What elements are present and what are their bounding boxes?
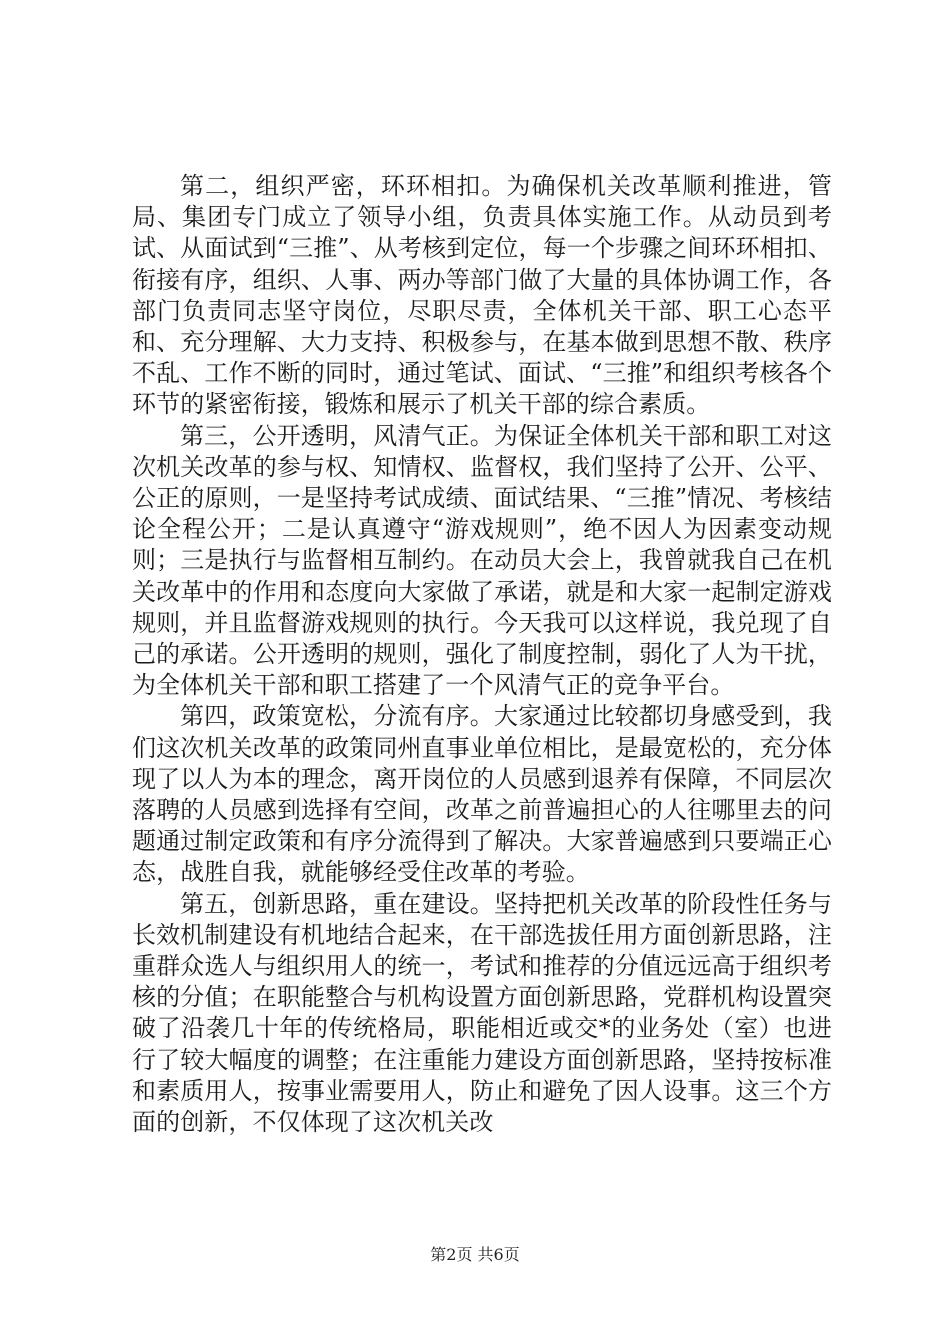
paragraph-fourth-point: 第四，政策宽松，分流有序。大家通过比较都切身感受到，我们这次机关改革的政策同州直事业单位相比，是最宽松的，充分体现了以人为本的理念，离开岗位的人员感到退养有保障，不同层次落聘的人员感到选择有空间，改革之前普遍担心的人往哪里去的问题通过制定政策和有序分流得到了解决。大家普遍感到只要端正心态，战胜自我，就能够经受住改革的考验。 — [132, 702, 832, 887]
page-number-footer: 第2页 共6页 — [430, 1245, 520, 1264]
paragraph-third-point: 第三，公开透明，风清气正。为保证全体机关干部和职工对这次机关改革的参与权、知情权、监督权，我们坚持了公开、公平、公正的原则，一是坚持考试成绩、面试结果、“三推”情况、考核结论全程公开；二是认真遵守“游戏规则”，绝不因人为因素变动规则；三是执行与监督相互制约。在动员大会上，我曾就我自己在机关改革中的作用和态度向大家做了承诺，就是和大家一起制定游戏规则，并且监督游戏规则的执行。今天我可以这样说，我兑现了自己的承诺。公开透明的规则，强化了制度控制，弱化了人为干扰，为全体机关干部和职工搭建了一个风清气正的竞争平台。 — [132, 421, 832, 700]
paragraph-fifth-point: 第五，创新思路，重在建设。坚持把机关改革的阶段性任务与长效机制建设有机地结合起来，在干部选拔任用方面创新思路，注重群众选人与组织用人的统一，考试和推荐的分值远远高于组织考核的分值；在职能整合与机构设置方面创新思路，党群机构设置突破了沿袭几十年的传统格局，职能相近或交*的业务处（室）也进行了较大幅度的调整；在注重能力建设方面创新思路，坚持按标准和素质用人，按事业需要用人，防止和避免了因人设事。这三个方面的创新，不仅体现了这次机关改 — [132, 889, 832, 1137]
document-body — [132, 171, 832, 1138]
paragraph-second-point: 第二，组织严密，环环相扣。为确保机关改革顺利推进，管局、集团专门成立了领导小组，负责具体实施工作。从动员到考试、从面试到“三推”、从考核到定位，每一个步骤之间环环相扣、衔接有序，组织、人事、两办等部门做了大量的具体协调工作，各部门负责同志坚守岗位，尽职尽责，全体机关干部、职工心态平和、充分理解、大力支持、积极参与，在基本做到思想不散、秩序不乱、工作不断的同时，通过笔试、面试、“三推”和组织考核各个环节的紧密衔接，锻炼和展示了机关干部的综合素质。 — [132, 172, 832, 419]
